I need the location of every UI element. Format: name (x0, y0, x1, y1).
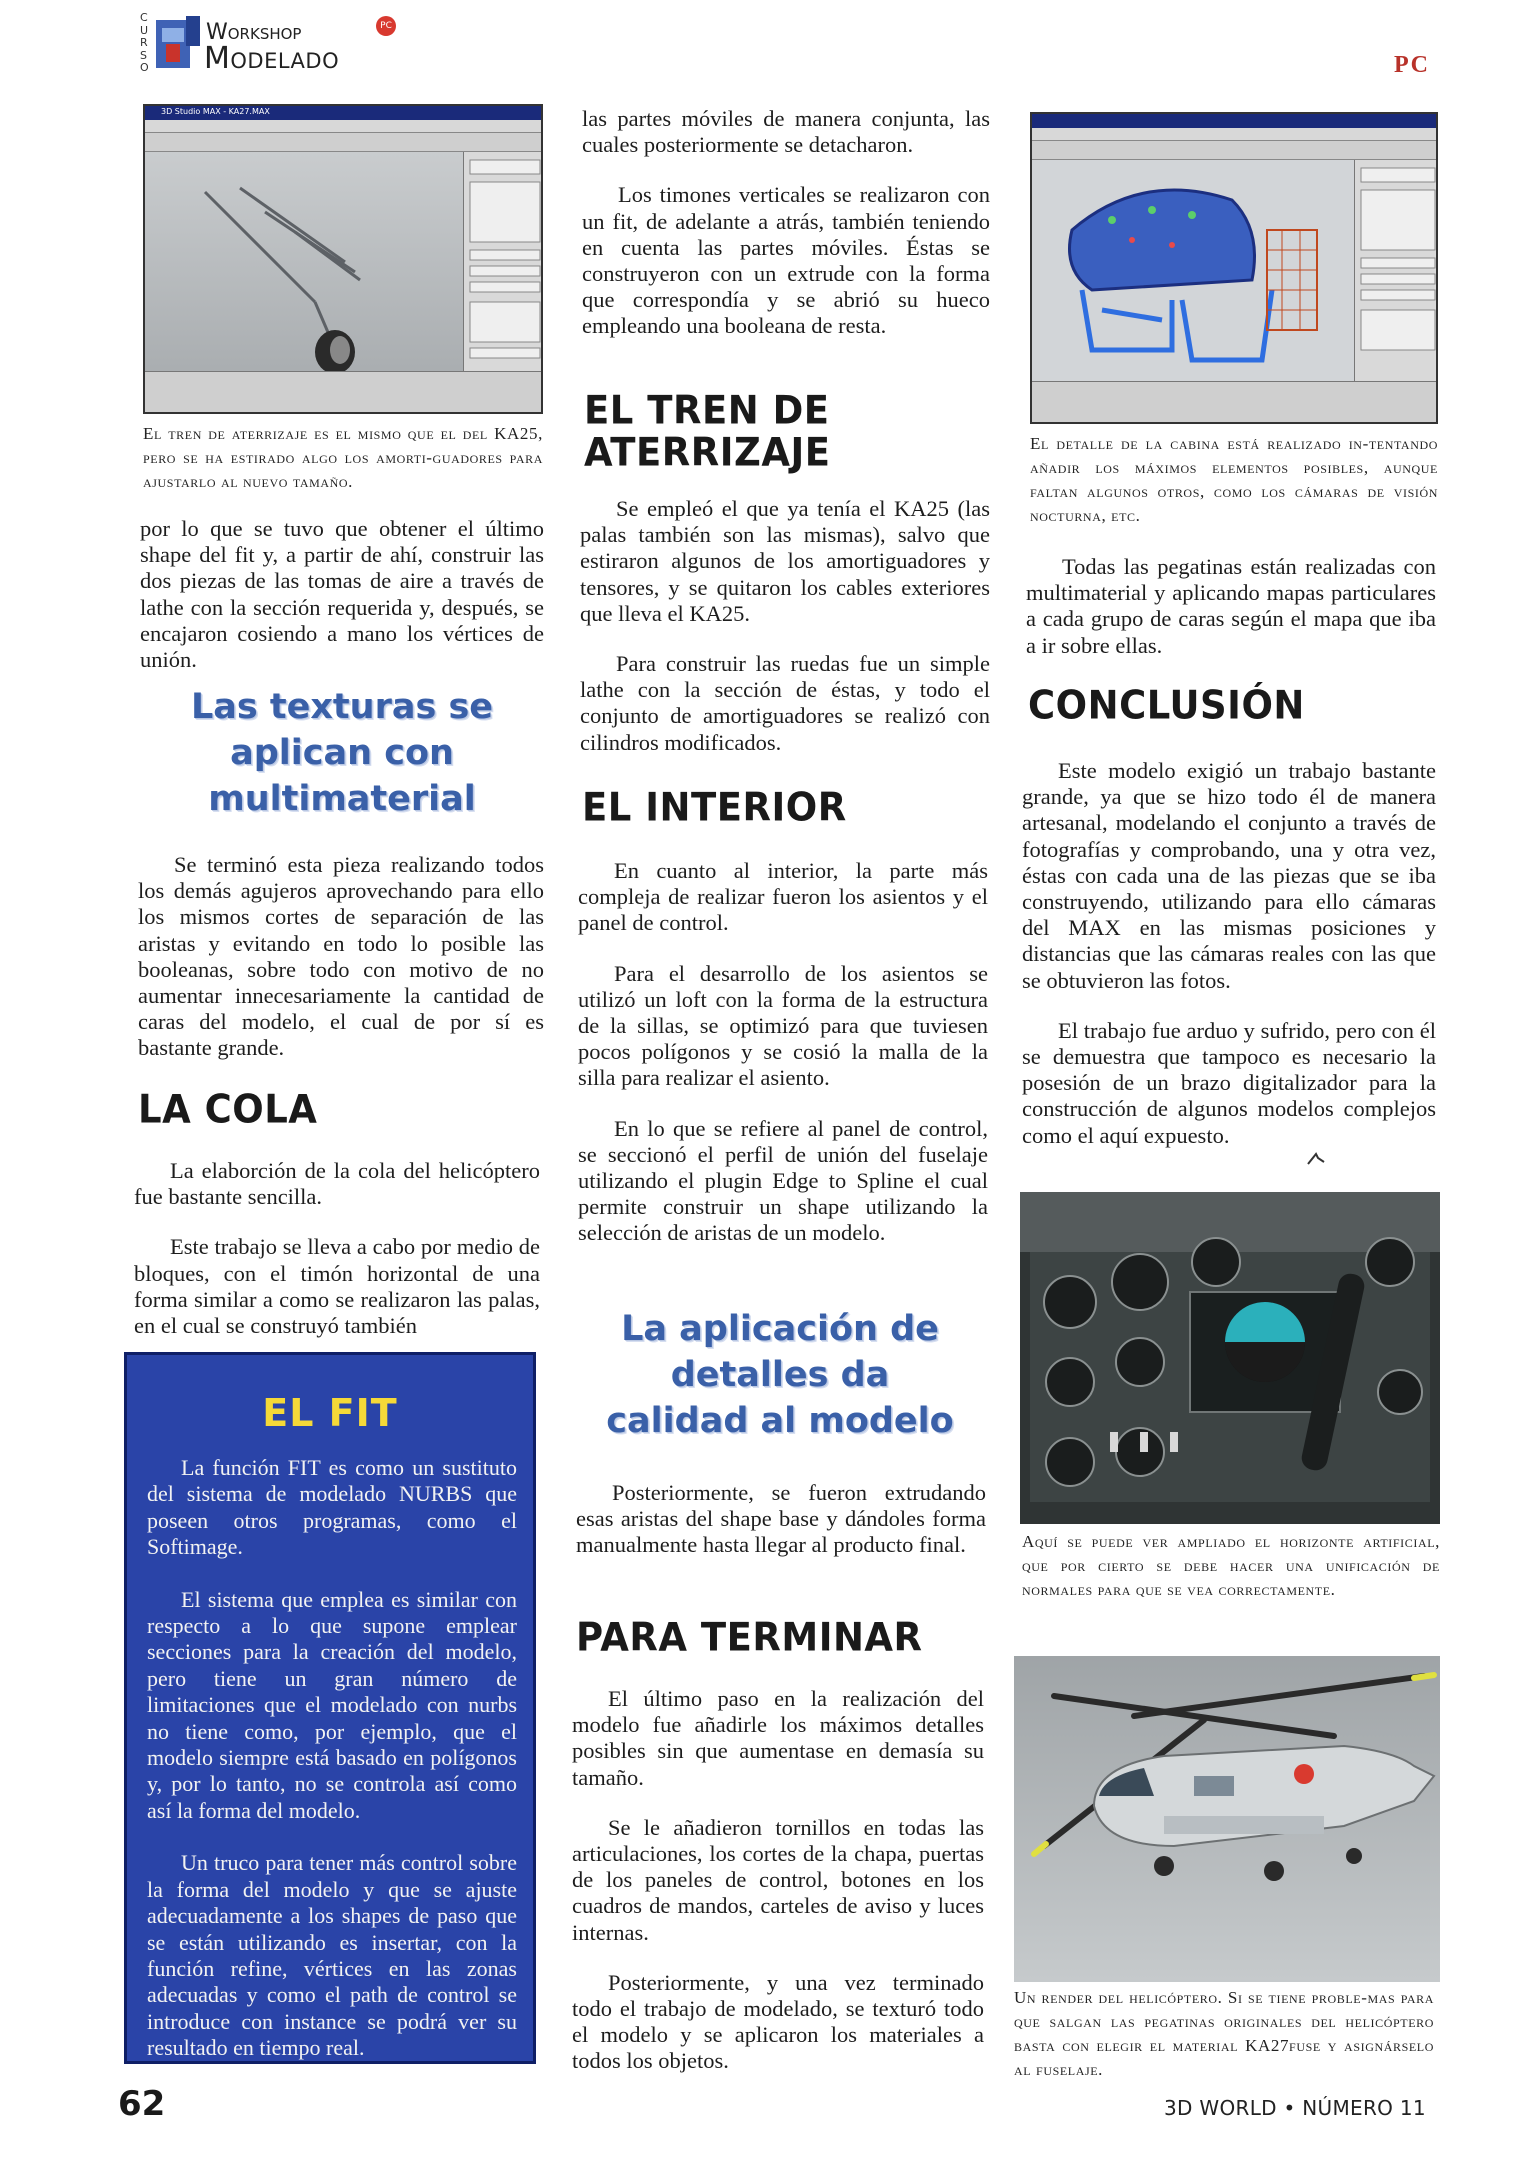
fitbox-title: EL FIT (262, 1391, 398, 1435)
fitbox-p3: Un truco para tener más control sobre la forma del modelo y que se ajuste adecuadamente a los shapes de paso que se están utilizando es insertar, con la función refine, vértices en las zonas adecuadas y como el path de control se introduce con instance se podrá ver su resultado en tiempo real. (147, 1850, 517, 2061)
pullquote-texturas: Las texturas se aplican con multimaterial (190, 687, 494, 819)
fitbox-p2: El sistema que emplea es similar con respecto a lo que supone emplear secciones para la creación del modelo, pero tiene un gran número de limitaciones que el modelado con nurbs no tiene como, por ejemplo, que el modelo siempre está basado en polígonos y, por lo tanto, no se controla así como así la forma del modelo. (147, 1586, 517, 1823)
figure-4-caption: Un render del helicóptero. Si se tiene proble-mas para que salgan las pegatinas originales del helicóptero basta con elegir el material KA27fuse y asignárselo al fuselaje. (1014, 1988, 1434, 2079)
figure-1-caption: El tren de aterrizaje es el mismo que el del KA25, pero se ha estirado algo los amorti-guadores para ajustarlo al nuevo tamaño. (143, 424, 543, 491)
figure-landing-gear-screenshot (143, 104, 543, 414)
heading-conclusion: CONCLUSIÓN (1028, 682, 1305, 729)
col2-p11: Posteriormente, y una vez terminado todo el trabajo de modelado, se texturó todo el modelo y se aplicaron los materiales a todos los objetos. (572, 1969, 984, 2074)
section-label: PC (1394, 52, 1430, 78)
col2-p3: Se empleó el que ya tenía el KA25 (las palas también son las mismas), salvo que estiraron algunos de los amortiguadores y tensores, y se quitaron los cables exteriores que lleva el KA25. (580, 496, 990, 626)
col1-p1: por lo que se tuvo que obtener el último shape del fit y, a partir de ahí, construir las dos piezas de las tomas de aire a través de lathe con la sección requerida y, después, se encajaron cosiendo a mano los vértices de unión. (140, 516, 544, 673)
col2-p8: Posteriormente, se fueron extrudando esas aristas del shape base y dándoles forma manualmente hasta llegar al producto final. (576, 1480, 986, 1558)
page-number (118, 2084, 165, 2124)
page-number-text: 62 (118, 2084, 166, 2124)
col2-p9: El último paso en la realización del modelo fue añadirle los máximos detalles posibles sin que aumentase en demasía su tamaño. (572, 1686, 984, 1790)
logo-line1: Workshop (206, 20, 302, 45)
col3-p3: El trabajo fue arduo y sufrido, pero con él se demuestra que tampoco es necesario la posesión de un brazo digitalizador para la construcción de algunos modelos complejos como el aquí expuesto. (1022, 1017, 1436, 1148)
col2-p2: Los timones verticales se realizaron con un fit, de adelante a atrás, también teniendo en cuenta las partes móviles. Éstas se construyeron con un extrude con la forma que correspondía y se abrió su hueco empleando una booleana de resta. (582, 182, 990, 339)
col1-p2: Se terminó esta pieza realizando todos los demás agujeros aprovechando para ello los mismos cortes de separación de las aristas y evitando en todo lo posible las booleanas, sobre todo con motivo de no aumentar innecesariamente la cantidad de caras del modelo, el cual de por sí es bastante grande. (138, 852, 544, 1061)
col2-terminar-body (572, 1686, 984, 2099)
figure-3-caption: Aquí se puede ver ampliado el horizonte artificial, que por cierto se debe hacer una unificación de normales para que se vea correctamente. (1022, 1532, 1440, 1599)
heading-tren-de-aterrizaje: EL TREN DE ATERRIZAJE (584, 387, 831, 476)
col1-body (138, 852, 544, 1086)
viewport (1032, 160, 1354, 386)
col2-p7: En lo que se refiere al panel de control, se seccionó el perfil de unión del fuselaje utilizando el plugin Edge to Spline el cual permite construir un shape utilizando la selección de aristas de un modelo. (578, 1115, 988, 1246)
col3-p1: Todas las pegatinas están realizadas con multimaterial y aplicando mapas particulares a cada grupo de caras según el mapa que iba a ir sobre ellas. (1026, 554, 1436, 658)
heading-para-terminar: PARA TERMINAR (576, 1614, 923, 1661)
col2-p5: En cuanto al interior, la parte más compleja de realizar fueron los asientos y el panel de control. (578, 858, 988, 936)
col3-p2: Este modelo exigió un trabajo bastante grande, ya que se hizo todo él de manera artesanal, modelando el conjunto a través de fotografías y comprobando, una y otra vez, éstas con cada una de las piezas que se iba construyendo, utilizando para ello cámaras del MAX en las mismas posiciones y distancias que las cámaras reales con las que se obtuvieron las fotos. (1022, 758, 1436, 993)
heading-la-cola: LA COLA (138, 1086, 318, 1133)
col1-body-2 (134, 1158, 540, 1363)
footer-magazine: 3D WORLD • NÚMERO 11 (1164, 2096, 1426, 2120)
col3-body (1022, 758, 1436, 1173)
logo-line2: Modelado (204, 41, 340, 76)
end-mark-icon (1306, 1151, 1326, 1165)
col2-interior-body (578, 858, 988, 1271)
window-title: 3D Studio MAX - KA27.MAX (161, 107, 270, 116)
col2-post-body (576, 1480, 986, 1583)
header-logo (140, 12, 400, 74)
logo-badge: PC (376, 16, 396, 36)
col1-p4: Este trabajo se lleva a cabo por medio de bloques, con el timón horizontal de una forma similar a como se realizaron las palas, en el cual se construyó también (134, 1234, 540, 1339)
figure-helicopter-render (1014, 1656, 1440, 1982)
figure-cabin-screenshot (1030, 112, 1438, 424)
window-titlebar (145, 106, 541, 120)
col3-top (1026, 554, 1436, 683)
logo-emblem (156, 16, 202, 70)
viewport (145, 152, 463, 376)
pullquote-aplicacion: La aplicación de detalles da calidad al modelo (606, 1309, 954, 1441)
figure-instrument-panel-render (1020, 1192, 1440, 1524)
col2-top (582, 106, 990, 364)
sidebar-box-el-fit (124, 1352, 536, 2064)
col2-p10: Se le añadieron tornillos en todas las articulaciones, los cortes de la chapa, puertas de los paneles de control, botones en los cuadros de mandos, carteles de aviso y luces internas. (572, 1814, 984, 1945)
col2-tren-body (580, 496, 990, 780)
col2-p1: las partes móviles de manera conjunta, las cuales posteriormente se detacharon. (582, 106, 990, 158)
figure-2-caption: El detalle de la cabina está realizado in-tentando añadir los máximos elementos posibles, aunque faltan algunos otros, como los cámaras de visión nocturna, etc. (1030, 434, 1438, 525)
col2-p4: Para construir las ruedas fue un simple lathe con la sección de éstas, y todo el conjunto de amortiguadores se realizó con cilindros modificados. (580, 651, 990, 755)
logo-vertical-text: CURSO (140, 11, 149, 74)
col2-p6: Para el desarrollo de los asientos se utilizó un loft con la forma de la estructura de la sillas, se optimizó para que tuviesen pocos polígonos y se cosió la malla de la silla para realizar el asiento. (578, 960, 988, 1091)
heading-el-interior: EL INTERIOR (582, 784, 847, 831)
col1-p3: La elaborción de la cola del helicóptero fue bastante sencilla. (134, 1158, 540, 1210)
col1-paragraph-1 (140, 516, 544, 697)
fitbox-p1: La función FIT es como un sustituto del sistema de modelado NURBS que poseen otros programas, como el Softimage. (147, 1455, 517, 1560)
